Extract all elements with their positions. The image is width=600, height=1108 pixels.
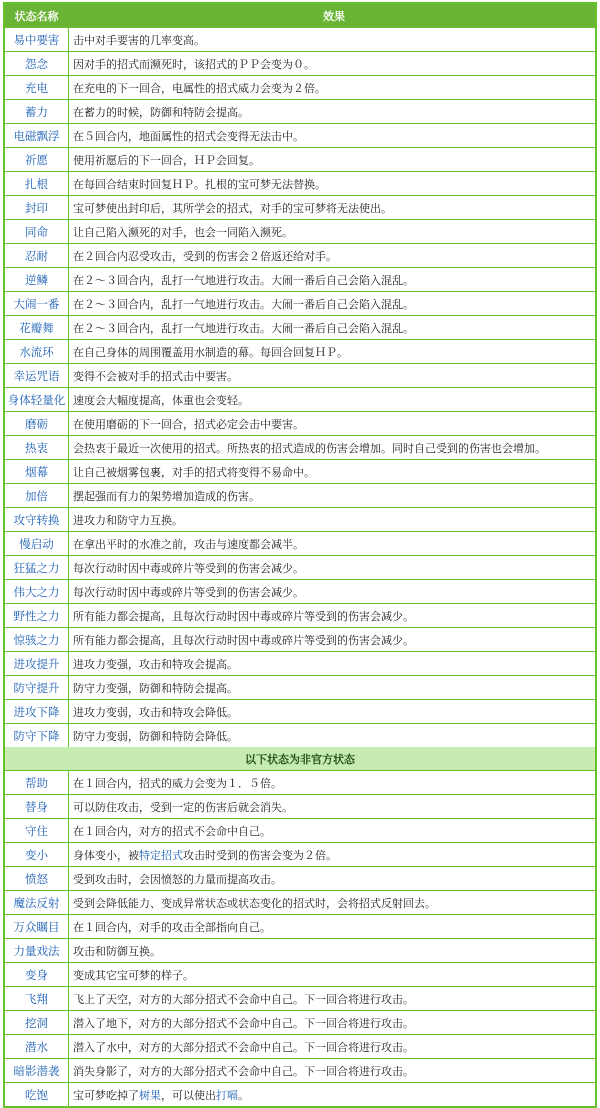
status-effect: 在２～３回合内，乱打一气地进行攻击。大闹一番后自己会陷入混乱。 <box>69 316 595 339</box>
status-name-link[interactable]: 烟幕 <box>5 460 68 483</box>
table-row <box>5 891 595 914</box>
table-row <box>5 460 595 483</box>
table-row <box>5 604 595 627</box>
status-name-link[interactable]: 帮助 <box>5 771 68 794</box>
table-row <box>5 580 595 603</box>
table-row <box>5 963 595 986</box>
status-effect: 进攻力变强，攻击和特攻会提高。 <box>69 652 595 675</box>
status-effect: 进攻力和防守力互换。 <box>69 508 595 531</box>
status-name-link[interactable]: 忍耐 <box>5 244 68 267</box>
table-row <box>5 52 595 75</box>
table-row <box>5 508 595 531</box>
table-row <box>5 220 595 243</box>
table-row <box>5 628 595 651</box>
header-effect: 效果 <box>69 4 595 27</box>
status-table <box>3 2 597 1108</box>
status-name-link[interactable]: 魔法反射 <box>5 891 68 914</box>
header-status-name: 状态名称 <box>5 4 68 27</box>
status-effect: 潜入了地下，对方的大部分招式不会命中自己。下一回合将进行攻击。 <box>69 1011 595 1034</box>
status-name-link[interactable]: 进攻提升 <box>5 652 68 675</box>
status-effect: 在拿出平时的水准之前，攻击与速度都会减半。 <box>69 532 595 555</box>
status-effect: 防守力变弱，防御和特防会降低。 <box>69 724 595 747</box>
table-row <box>5 1035 595 1058</box>
status-effect: 受到会降低能力、变成异常状态或状态变化的招式时，会将招式反射回去。 <box>69 891 595 914</box>
status-effect: 受到攻击时，会因愤怒的力量而提高攻击。 <box>69 867 595 890</box>
status-effect: 让自己被烟雾包裹，对手的招式将变得不易命中。 <box>69 460 595 483</box>
status-name-link[interactable]: 野性之力 <box>5 604 68 627</box>
table-row <box>5 340 595 363</box>
table-row <box>5 819 595 842</box>
table-row <box>5 28 595 51</box>
table-row <box>5 843 595 866</box>
status-name-link[interactable]: 封印 <box>5 196 68 219</box>
status-effect: 会热衷于最近一次使用的招式。所热衷的招式造成的伤害会增加。同时自己受到的伤害也会增加。 <box>69 436 595 459</box>
status-name-link[interactable]: 祈愿 <box>5 148 68 171</box>
table-row <box>5 532 595 555</box>
status-effect: 在充电的下一回合，电属性的招式威力会变为２倍。 <box>69 76 595 99</box>
status-name-link[interactable]: 防守下降 <box>5 724 68 747</box>
status-name-link[interactable]: 伟大之力 <box>5 580 68 603</box>
table-row <box>5 436 595 459</box>
status-name-link[interactable]: 万众瞩目 <box>5 915 68 938</box>
status-name-link[interactable]: 水流环 <box>5 340 68 363</box>
table-row <box>5 556 595 579</box>
status-name-link[interactable]: 花瓣舞 <box>5 316 68 339</box>
status-name-link[interactable]: 变身 <box>5 963 68 986</box>
status-name-link[interactable]: 扎根 <box>5 172 68 195</box>
status-effect: 在１回合内，对手的攻击全部指向自己。 <box>69 915 595 938</box>
status-name-link[interactable]: 惊骇之力 <box>5 628 68 651</box>
table-row <box>5 771 595 794</box>
status-name-link[interactable]: 怨念 <box>5 52 68 75</box>
status-effect: 消失身影了，对方的大部分招式不会命中自己。下一回合将进行攻击。 <box>69 1059 595 1082</box>
inline-link[interactable]: 特定招式 <box>139 848 183 862</box>
table-row <box>5 364 595 387</box>
status-name-link[interactable]: 慢启动 <box>5 532 68 555</box>
status-effect: 可以防住攻击，受到一定的伤害后就会消失。 <box>69 795 595 818</box>
table-row <box>5 388 595 411</box>
inline-link[interactable]: 树果 <box>139 1088 161 1102</box>
table-row <box>5 1011 595 1034</box>
status-effect: 在蓄力的时候，防御和特防会提高。 <box>69 100 595 123</box>
status-effect: 摆起强而有力的架势增加造成的伤害。 <box>69 484 595 507</box>
table-row <box>5 148 595 171</box>
status-name-link[interactable]: 充电 <box>5 76 68 99</box>
status-effect: 在每回合结束时回复ＨＰ。扎根的宝可梦无法替换。 <box>69 172 595 195</box>
status-name-link[interactable]: 进攻下降 <box>5 700 68 723</box>
status-effect: 所有能力都会提高，且每次行动时因中毒或碎片等受到的伤害会减少。 <box>69 604 595 627</box>
status-effect: 在２～３回合内，乱打一气地进行攻击。大闹一番后自己会陷入混乱。 <box>69 292 595 315</box>
section-label: 以下状态为非官方状态 <box>245 752 355 766</box>
status-name-link[interactable]: 易中要害 <box>5 28 68 51</box>
effect-text: ，可以使出 <box>161 1088 216 1102</box>
status-effect <box>69 843 595 866</box>
status-name-link[interactable]: 守住 <box>5 819 68 842</box>
table-row <box>5 724 595 747</box>
status-name-link[interactable]: 大闹一番 <box>5 292 68 315</box>
table-row <box>5 939 595 962</box>
status-name-link[interactable]: 逆鳞 <box>5 268 68 291</box>
table-row <box>5 652 595 675</box>
effect-text: 。 <box>238 1088 249 1102</box>
table-row <box>5 76 595 99</box>
status-effect: 在２回合内忍受攻击，受到的伤害会２倍返还给对手。 <box>69 244 595 267</box>
table-row <box>5 484 595 507</box>
table-row <box>5 676 595 699</box>
status-name-link[interactable]: 狂猛之力 <box>5 556 68 579</box>
status-name-link[interactable]: 身体轻量化 <box>5 388 68 411</box>
table-row <box>5 867 595 890</box>
table-row <box>5 915 595 938</box>
table-row <box>5 412 595 435</box>
status-effect: 每次行动时因中毒或碎片等受到的伤害会减少。 <box>69 580 595 603</box>
table-row <box>5 1059 595 1082</box>
table-header <box>5 4 595 27</box>
status-name-link[interactable]: 挖洞 <box>5 1011 68 1034</box>
status-effect <box>69 1083 595 1106</box>
table-row <box>5 987 595 1010</box>
inline-link[interactable]: 打嗝 <box>216 1088 238 1102</box>
status-effect: 进攻力变弱，攻击和特攻会降低。 <box>69 700 595 723</box>
table-row <box>5 124 595 147</box>
status-name-link[interactable]: 吃饱 <box>5 1083 68 1106</box>
table-row <box>5 700 595 723</box>
table-row <box>5 316 595 339</box>
table-row <box>5 100 595 123</box>
status-effect: 防守力变强，防御和特防会提高。 <box>69 676 595 699</box>
status-effect: 击中对手要害的几率变高。 <box>69 28 595 51</box>
table-row <box>5 268 595 291</box>
status-effect: 速度会大幅度提高，体重也会变轻。 <box>69 388 595 411</box>
status-effect: 在５回合内，地面属性的招式会变得无法击中。 <box>69 124 595 147</box>
table-row <box>5 196 595 219</box>
status-name-link[interactable]: 加倍 <box>5 484 68 507</box>
status-effect: 让自己陷入濒死的对手，也会一同陷入濒死。 <box>69 220 595 243</box>
effect-text: 身体变小，被 <box>73 848 139 862</box>
status-name-link[interactable]: 磨砺 <box>5 412 68 435</box>
status-name-link[interactable]: 替身 <box>5 795 68 818</box>
status-effect: 攻击和防御互换。 <box>69 939 595 962</box>
status-name-link[interactable]: 飞翔 <box>5 987 68 1010</box>
status-effect: 因对手的招式而濒死时，该招式的ＰＰ会变为０。 <box>69 52 595 75</box>
table-row <box>5 292 595 315</box>
status-effect: 变成其它宝可梦的样子。 <box>69 963 595 986</box>
status-effect: 每次行动时因中毒或碎片等受到的伤害会减少。 <box>69 556 595 579</box>
status-name-link[interactable]: 潜水 <box>5 1035 68 1058</box>
status-effect: 在１回合内，对方的招式不会命中自己。 <box>69 819 595 842</box>
status-effect: 变得不会被对手的招式击中要害。 <box>69 364 595 387</box>
section-header-unofficial <box>5 747 595 770</box>
status-effect: 使用祈愿后的下一回合，ＨＰ会回复。 <box>69 148 595 171</box>
effect-text: 宝可梦吃掉了 <box>73 1088 139 1102</box>
status-effect: 飞上了天空，对方的大部分招式不会命中自己。下一回合将进行攻击。 <box>69 987 595 1010</box>
status-name-link[interactable]: 防守提升 <box>5 676 68 699</box>
status-effect: 所有能力都会提高，且每次行动时因中毒或碎片等受到的伤害会减少。 <box>69 628 595 651</box>
status-name-link[interactable]: 愤怒 <box>5 867 68 890</box>
status-name-link[interactable]: 蓄力 <box>5 100 68 123</box>
status-name-link[interactable]: 幸运咒语 <box>5 364 68 387</box>
table-row <box>5 244 595 267</box>
effect-text: 攻击时受到的伤害会变为２倍。 <box>183 848 337 862</box>
status-effect: 在２～３回合内，乱打一气地进行攻击。大闹一番后自己会陷入混乱。 <box>69 268 595 291</box>
status-name-link[interactable]: 变小 <box>5 843 68 866</box>
status-effect: 在使用磨砺的下一回合，招式必定会击中要害。 <box>69 412 595 435</box>
status-name-link[interactable]: 同命 <box>5 220 68 243</box>
status-effect: 宝可梦使出封印后，其所学会的招式，对手的宝可梦将无法使出。 <box>69 196 595 219</box>
status-effect: 潜入了水中，对方的大部分招式不会命中自己。下一回合将进行攻击。 <box>69 1035 595 1058</box>
status-name-link[interactable]: 电磁飘浮 <box>5 124 68 147</box>
status-name-link[interactable]: 热衷 <box>5 436 68 459</box>
status-effect: 在１回合内，招式的威力会变为１．５倍。 <box>69 771 595 794</box>
status-effect: 在自己身体的周围覆盖用水制造的幕。每回合回复ＨＰ。 <box>69 340 595 363</box>
status-name-link[interactable]: 力量戏法 <box>5 939 68 962</box>
status-name-link[interactable]: 暗影潜袭 <box>5 1059 68 1082</box>
table-row <box>5 1083 595 1106</box>
status-name-link[interactable]: 攻守转换 <box>5 508 68 531</box>
table-row <box>5 172 595 195</box>
table-row <box>5 795 595 818</box>
